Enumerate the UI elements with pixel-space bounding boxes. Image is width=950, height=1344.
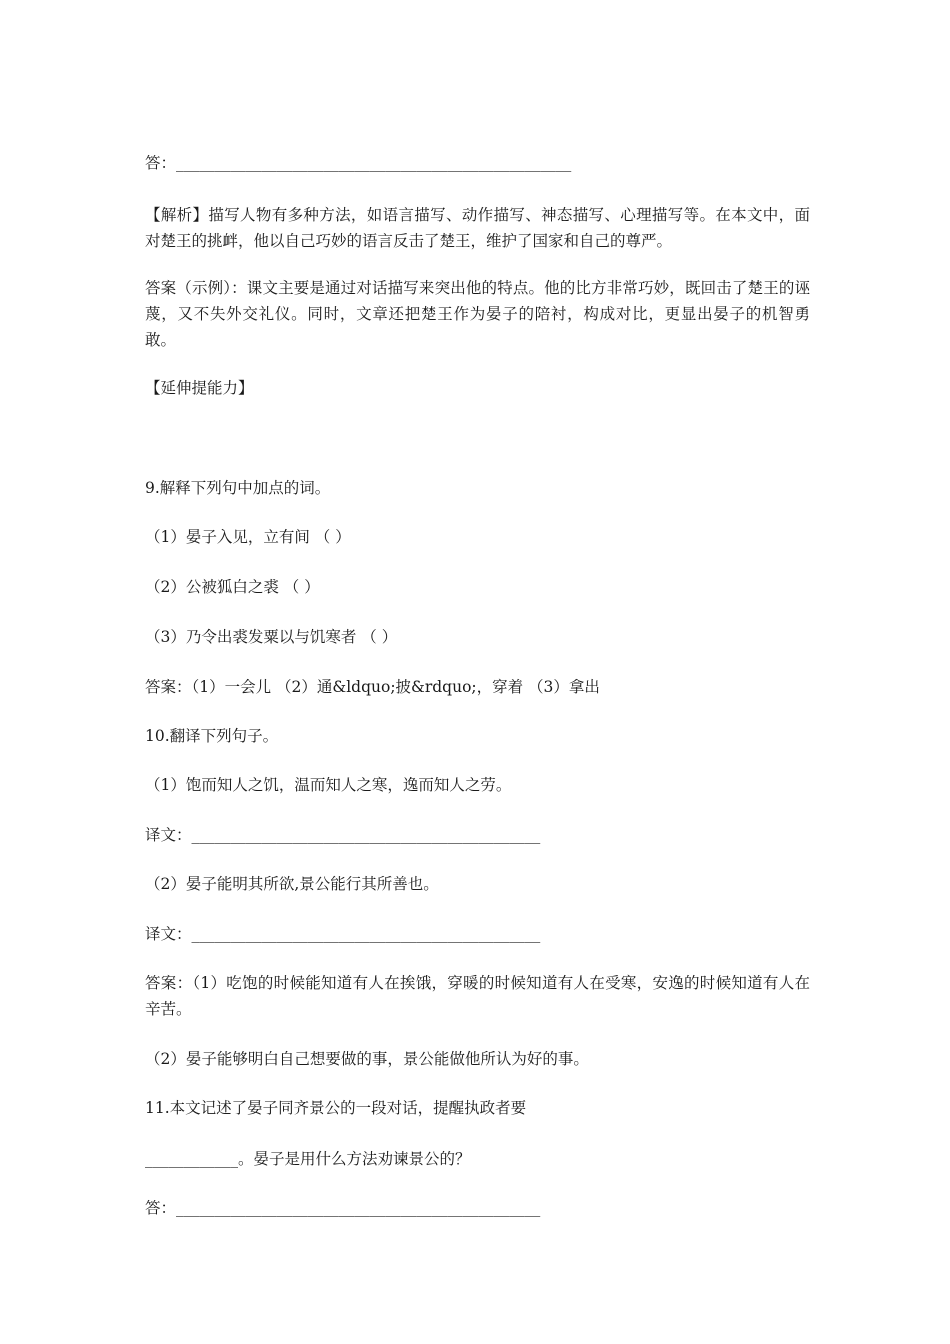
question-10-answer-2: （2）晏子能够明白自己想要做的事，景公能做他所认为好的事。 [145, 1050, 589, 1068]
question-9-item-3: （3）乃令出裘发粟以与饥寒者 （ ） [145, 628, 398, 646]
question-10-item-1: （1）饱而知人之饥，温而知人之寒，逸而知人之劳。 [145, 776, 512, 794]
analysis-paragraph: 【解析】描写人物有多种方法，如语言描写、动作描写、神态描写、心理描写等。在本文中，面对楚王的挑衅，他以自己巧妙的语言反击了楚王，维护了国家和自己的尊严。 [145, 206, 810, 250]
question-10-title: 10.翻译下列句子。 [145, 727, 279, 745]
question-11-title: 11.本文记述了晏子同齐景公的一段对话，提醒执政者要 [145, 1099, 527, 1117]
question-10-blank-1: 译文：_____________________________________________ [145, 826, 541, 844]
question-10-item-2: （2）晏子能明其所欲,景公能行其所善也。 [145, 875, 439, 893]
question-11-continuation: ____________。晏子是用什么方法劝谏景公的？ [145, 1150, 471, 1168]
question-9-item-2: （2）公被狐白之裘 （ ） [145, 578, 320, 596]
question-9-item-1: （1）晏子入见，立有间 （ ） [145, 528, 351, 546]
question-10-answer-1: 答案：（1）吃饱的时候能知道有人在挨饿，穿暖的时候知道有人在受寒，安逸的时候知道有人在辛苦。 [145, 974, 810, 1018]
section-heading: 【延伸提能力】 [145, 379, 254, 397]
question-10-blank-2: 译文：_____________________________________________ [145, 925, 541, 943]
question-9-title: 9.解释下列句中加点的词。 [145, 479, 331, 497]
question-9-answer: 答案：（1）一会儿 （2）通&ldquo;披&rdquo;，穿着 （3）拿出 [145, 678, 600, 696]
question-11-answer-blank: 答：_______________________________________________ [145, 1199, 541, 1217]
answer-example-paragraph: 答案（示例）：课文主要是通过对话描写来突出他的特点。他的比方非常巧妙，既回击了楚王的诬蔑，又不失外交礼仪。同时，文章还把楚王作为晏子的陪衬，构成对比，更显出晏子的机智勇敢。 [145, 279, 810, 349]
answer-blank-line: 答：___________________________________________________ [145, 154, 572, 172]
